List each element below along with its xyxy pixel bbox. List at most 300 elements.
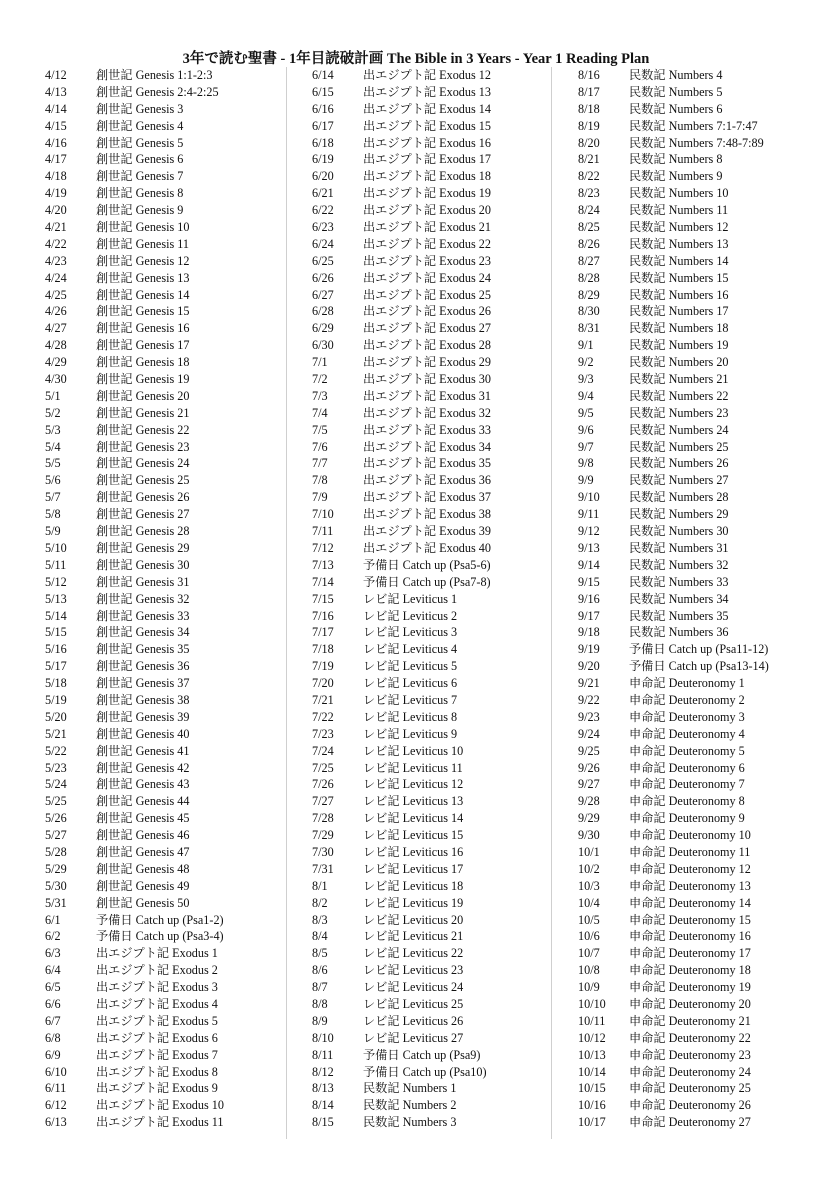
reading-date: 9/30 xyxy=(578,828,600,843)
reading-date: 7/8 xyxy=(312,473,328,488)
reading-date: 8/18 xyxy=(578,101,600,116)
reading-passage: 民数記 Numbers 13 xyxy=(629,236,729,251)
reading-date: 5/15 xyxy=(45,625,67,640)
reading-passage: 申命記 Deuteronomy 17 xyxy=(629,946,751,961)
reading-passage: 創世記 Genesis 43 xyxy=(96,777,190,792)
reading-date: 6/9 xyxy=(45,1047,61,1062)
reading-passage: 創世記 Genesis 14 xyxy=(96,287,190,302)
reading-passage: 創世記 Genesis 49 xyxy=(96,878,190,893)
reading-date: 7/9 xyxy=(312,490,328,505)
reading-date: 9/9 xyxy=(578,473,594,488)
reading-passage: 出エジプト記 Exodus 14 xyxy=(363,101,491,116)
reading-passage: 民数記 Numbers 27 xyxy=(629,473,729,488)
reading-passage: 出エジプト記 Exodus 13 xyxy=(363,84,491,99)
reading-passage: 創世記 Genesis 33 xyxy=(96,608,190,623)
reading-date: 8/22 xyxy=(578,169,600,184)
reading-passage: 申命記 Deuteronomy 19 xyxy=(629,980,751,995)
reading-date: 4/21 xyxy=(45,220,67,235)
reading-date: 7/19 xyxy=(312,659,334,674)
reading-passage: 民数記 Numbers 24 xyxy=(629,422,729,437)
reading-date: 7/16 xyxy=(312,608,334,623)
reading-date: 7/6 xyxy=(312,439,328,454)
reading-passage: 民数記 Numbers 35 xyxy=(629,608,729,623)
reading-passage: 民数記 Numbers 1 xyxy=(363,1081,457,1096)
reading-date: 4/30 xyxy=(45,372,67,387)
reading-passage: レビ記 Leviticus 15 xyxy=(363,828,464,843)
reading-passage: 創世記 Genesis 17 xyxy=(96,338,190,353)
reading-passage: 民数記 Numbers 21 xyxy=(629,372,729,387)
reading-date: 8/4 xyxy=(312,929,328,944)
reading-passage: 創世記 Genesis 18 xyxy=(96,355,190,370)
reading-passage: 創世記 Genesis 1:1-2:3 xyxy=(96,68,213,82)
reading-passage: 申命記 Deuteronomy 26 xyxy=(629,1098,751,1113)
reading-passage: レビ記 Leviticus 1 xyxy=(363,591,458,606)
reading-date: 5/8 xyxy=(45,507,61,522)
reading-date: 10/11 xyxy=(578,1013,606,1028)
reading-date: 5/6 xyxy=(45,473,61,488)
reading-passage: 創世記 Genesis 22 xyxy=(96,422,190,437)
reading-passage: 出エジプト記 Exodus 31 xyxy=(363,388,491,403)
reading-date: 6/19 xyxy=(312,152,334,167)
reading-passage: 創世記 Genesis 36 xyxy=(96,659,190,674)
reading-passage: 出エジプト記 Exodus 15 xyxy=(363,118,491,133)
reading-passage: レビ記 Leviticus 20 xyxy=(363,912,464,927)
reading-passage: 出エジプト記 Exodus 30 xyxy=(363,372,491,387)
reading-date: 9/10 xyxy=(578,490,600,505)
reading-passage: 申命記 Deuteronomy 8 xyxy=(629,794,745,809)
reading-date: 6/24 xyxy=(312,236,334,251)
reading-date: 4/25 xyxy=(45,287,67,302)
reading-passage: 出エジプト記 Exodus 28 xyxy=(363,338,491,353)
reading-date: 7/22 xyxy=(312,709,334,724)
reading-date: 10/2 xyxy=(578,861,600,876)
reading-date: 7/30 xyxy=(312,844,334,859)
column-divider xyxy=(286,67,287,1139)
reading-passage: 出エジプト記 Exodus 33 xyxy=(363,422,491,437)
reading-date: 8/11 xyxy=(312,1047,334,1062)
reading-passage: 民数記 Numbers 15 xyxy=(629,270,729,285)
reading-date: 8/9 xyxy=(312,1013,328,1028)
reading-date: 5/11 xyxy=(45,557,67,572)
reading-passage: 出エジプト記 Exodus 39 xyxy=(363,524,491,539)
reading-date: 5/16 xyxy=(45,642,67,657)
reading-date: 7/14 xyxy=(312,574,334,589)
reading-passage: 民数記 Numbers 29 xyxy=(629,507,729,522)
reading-passage: レビ記 Leviticus 25 xyxy=(363,996,464,1011)
reading-date: 7/18 xyxy=(312,642,334,657)
reading-date: 7/23 xyxy=(312,726,334,741)
reading-date: 9/16 xyxy=(578,591,600,606)
reading-passage: 出エジプト記 Exodus 27 xyxy=(363,321,491,336)
reading-passage: 申命記 Deuteronomy 21 xyxy=(629,1013,751,1028)
reading-passage: 申命記 Deuteronomy 27 xyxy=(629,1115,751,1130)
reading-date: 7/7 xyxy=(312,456,328,471)
reading-date: 10/8 xyxy=(578,963,600,978)
column-divider xyxy=(551,67,552,1139)
reading-date: 6/6 xyxy=(45,996,61,1011)
reading-date: 10/12 xyxy=(578,1030,606,1045)
reading-passage: 創世記 Genesis 40 xyxy=(96,726,190,741)
reading-passage: レビ記 Leviticus 6 xyxy=(363,676,458,691)
reading-passage: 申命記 Deuteronomy 25 xyxy=(629,1081,751,1096)
reading-date: 9/1 xyxy=(578,338,594,353)
reading-date: 4/18 xyxy=(45,169,67,184)
reading-passage: 創世記 Genesis 44 xyxy=(96,794,190,809)
reading-date: 8/2 xyxy=(312,895,328,910)
reading-passage: 民数記 Numbers 28 xyxy=(629,490,729,505)
reading-date: 5/4 xyxy=(45,439,61,454)
reading-passage: 創世記 Genesis 6 xyxy=(96,152,184,167)
reading-date: 8/12 xyxy=(312,1064,334,1079)
reading-passage: 申命記 Deuteronomy 11 xyxy=(629,844,751,859)
reading-passage: 出エジプト記 Exodus 7 xyxy=(96,1047,218,1062)
reading-date: 5/3 xyxy=(45,422,61,437)
reading-passage: レビ記 Leviticus 2 xyxy=(363,608,458,623)
reading-passage: 民数記 Numbers 36 xyxy=(629,625,729,640)
reading-date: 6/25 xyxy=(312,253,334,268)
reading-passage: 創世記 Genesis 29 xyxy=(96,540,190,555)
reading-date: 4/13 xyxy=(45,84,67,99)
reading-date: 8/25 xyxy=(578,220,600,235)
reading-passage: 出エジプト記 Exodus 8 xyxy=(96,1064,218,1079)
reading-passage: 創世記 Genesis 4 xyxy=(96,118,184,133)
reading-date: 8/31 xyxy=(578,321,600,336)
page-title: 3年で読む聖書 - 1年目読破計画 The Bible in 3 Years - Year 1 Reading Plan xyxy=(182,51,650,67)
reading-date: 10/3 xyxy=(578,878,600,893)
reading-passage: 申命記 Deuteronomy 13 xyxy=(629,878,751,893)
reading-passage: 予備日 Catch up (Psa9) xyxy=(363,1047,481,1062)
reading-passage: 出エジプト記 Exodus 4 xyxy=(96,996,218,1011)
reading-date: 5/2 xyxy=(45,405,61,420)
reading-date: 9/27 xyxy=(578,777,600,792)
reading-date: 5/29 xyxy=(45,861,67,876)
reading-passage: 申命記 Deuteronomy 20 xyxy=(629,996,751,1011)
reading-date: 8/15 xyxy=(312,1115,334,1130)
reading-passage: 民数記 Numbers 7:48-7:89 xyxy=(629,135,764,150)
reading-passage: 出エジプト記 Exodus 23 xyxy=(363,253,491,268)
reading-date: 8/28 xyxy=(578,270,600,285)
reading-passage: 出エジプト記 Exodus 32 xyxy=(363,405,491,420)
reading-passage: 創世記 Genesis 12 xyxy=(96,253,190,268)
reading-passage: 創世記 Genesis 24 xyxy=(96,456,190,471)
reading-passage: 創世記 Genesis 13 xyxy=(96,270,190,285)
reading-date: 10/4 xyxy=(578,895,600,910)
reading-date: 9/29 xyxy=(578,811,600,826)
reading-passage: 創世記 Genesis 35 xyxy=(96,642,190,657)
reading-date: 6/15 xyxy=(312,84,334,99)
reading-passage: 民数記 Numbers 3 xyxy=(363,1115,457,1130)
reading-date: 10/17 xyxy=(578,1115,606,1130)
reading-date: 9/7 xyxy=(578,439,594,454)
reading-passage: 創世記 Genesis 25 xyxy=(96,473,190,488)
reading-date: 6/1 xyxy=(45,912,61,927)
reading-date: 9/25 xyxy=(578,743,600,758)
reading-passage: 予備日 Catch up (Psa5-6) xyxy=(363,557,491,572)
reading-passage: 出エジプト記 Exodus 34 xyxy=(363,439,491,454)
reading-date: 4/28 xyxy=(45,338,67,353)
reading-passage: レビ記 Leviticus 23 xyxy=(363,963,464,978)
reading-passage: 民数記 Numbers 9 xyxy=(629,169,723,184)
reading-passage: 申命記 Deuteronomy 23 xyxy=(629,1047,751,1062)
reading-passage: 出エジプト記 Exodus 24 xyxy=(363,270,491,285)
reading-passage: レビ記 Leviticus 14 xyxy=(363,811,464,826)
reading-date: 7/15 xyxy=(312,591,334,606)
reading-passage: 創世記 Genesis 15 xyxy=(96,304,190,319)
reading-passage: 出エジプト記 Exodus 19 xyxy=(363,186,491,201)
reading-passage: 申命記 Deuteronomy 16 xyxy=(629,929,751,944)
reading-date: 8/14 xyxy=(312,1098,334,1113)
reading-passage: 出エジプト記 Exodus 6 xyxy=(96,1030,218,1045)
reading-date: 4/19 xyxy=(45,186,67,201)
reading-passage: 予備日 Catch up (Psa3-4) xyxy=(96,929,224,944)
reading-date: 6/22 xyxy=(312,203,334,218)
reading-passage: 民数記 Numbers 10 xyxy=(629,186,729,201)
reading-passage: 民数記 Numbers 2 xyxy=(363,1098,457,1113)
reading-passage: 民数記 Numbers 33 xyxy=(629,574,729,589)
reading-date: 6/20 xyxy=(312,169,334,184)
reading-date: 9/20 xyxy=(578,659,600,674)
reading-passage: 創世記 Genesis 9 xyxy=(96,203,184,218)
reading-passage: 申命記 Deuteronomy 22 xyxy=(629,1030,751,1045)
reading-date: 6/8 xyxy=(45,1030,61,1045)
reading-date: 5/18 xyxy=(45,676,67,691)
reading-date: 4/27 xyxy=(45,321,67,336)
reading-passage: 出エジプト記 Exodus 29 xyxy=(363,355,491,370)
reading-passage: 創世記 Genesis 39 xyxy=(96,709,190,724)
reading-date: 6/21 xyxy=(312,186,334,201)
reading-passage: 民数記 Numbers 11 xyxy=(629,203,729,218)
reading-passage: 創世記 Genesis 20 xyxy=(96,388,190,403)
reading-date: 5/27 xyxy=(45,828,67,843)
reading-date: 7/11 xyxy=(312,524,334,539)
reading-date: 9/2 xyxy=(578,355,594,370)
reading-passage: 創世記 Genesis 16 xyxy=(96,321,190,336)
reading-passage: 出エジプト記 Exodus 25 xyxy=(363,287,491,302)
reading-passage: 申命記 Deuteronomy 6 xyxy=(629,760,745,775)
reading-date: 10/10 xyxy=(578,996,606,1011)
reading-passage: レビ記 Leviticus 19 xyxy=(363,895,464,910)
reading-date: 9/19 xyxy=(578,642,600,657)
reading-date: 9/15 xyxy=(578,574,600,589)
reading-date: 7/21 xyxy=(312,692,334,707)
reading-passage: 創世記 Genesis 5 xyxy=(96,135,184,150)
reading-passage: 出エジプト記 Exodus 35 xyxy=(363,456,491,471)
reading-date: 5/20 xyxy=(45,709,67,724)
reading-date: 6/10 xyxy=(45,1064,67,1079)
reading-date: 5/21 xyxy=(45,726,67,741)
reading-passage: 民数記 Numbers 19 xyxy=(629,338,729,353)
reading-date: 7/13 xyxy=(312,557,334,572)
reading-passage: 創世記 Genesis 31 xyxy=(96,574,190,589)
reading-passage: 予備日 Catch up (Psa7-8) xyxy=(363,574,491,589)
reading-date: 6/2 xyxy=(45,929,61,944)
reading-passage: 創世記 Genesis 42 xyxy=(96,760,190,775)
reading-date: 6/16 xyxy=(312,101,334,116)
reading-date: 5/12 xyxy=(45,574,67,589)
reading-date: 4/22 xyxy=(45,236,67,251)
reading-date: 9/11 xyxy=(578,507,600,522)
reading-date: 6/3 xyxy=(45,946,61,961)
reading-date: 6/12 xyxy=(45,1098,67,1113)
reading-passage: 民数記 Numbers 31 xyxy=(629,540,729,555)
reading-date: 4/16 xyxy=(45,135,67,150)
reading-passage: 出エジプト記 Exodus 17 xyxy=(363,152,491,167)
reading-date: 6/7 xyxy=(45,1013,61,1028)
reading-date: 8/27 xyxy=(578,253,600,268)
reading-passage: 出エジプト記 Exodus 38 xyxy=(363,507,491,522)
reading-date: 8/21 xyxy=(578,152,600,167)
reading-date: 5/14 xyxy=(45,608,67,623)
reading-passage: 創世記 Genesis 8 xyxy=(96,186,184,201)
reading-passage: 出エジプト記 Exodus 5 xyxy=(96,1013,218,1028)
reading-date: 6/5 xyxy=(45,980,61,995)
reading-passage: 創世記 Genesis 7 xyxy=(96,169,184,184)
reading-date: 5/1 xyxy=(45,388,61,403)
reading-passage: レビ記 Leviticus 22 xyxy=(363,946,464,961)
reading-passage: 出エジプト記 Exodus 2 xyxy=(96,963,218,978)
reading-passage: 創世記 Genesis 47 xyxy=(96,844,190,859)
reading-passage: 予備日 Catch up (Psa13-14) xyxy=(629,659,769,674)
reading-date: 6/23 xyxy=(312,220,334,235)
reading-passage: レビ記 Leviticus 5 xyxy=(363,659,458,674)
reading-passage: レビ記 Leviticus 27 xyxy=(363,1030,464,1045)
reading-date: 7/28 xyxy=(312,811,334,826)
reading-passage: 民数記 Numbers 20 xyxy=(629,355,729,370)
reading-passage: 出エジプト記 Exodus 11 xyxy=(96,1115,224,1130)
reading-date: 7/3 xyxy=(312,388,328,403)
reading-passage: 申命記 Deuteronomy 24 xyxy=(629,1064,751,1079)
reading-date: 7/27 xyxy=(312,794,334,809)
reading-passage: 民数記 Numbers 14 xyxy=(629,253,729,268)
reading-date: 9/17 xyxy=(578,608,600,623)
reading-date: 6/14 xyxy=(312,68,334,82)
reading-passage: 出エジプト記 Exodus 10 xyxy=(96,1098,224,1113)
reading-date: 8/23 xyxy=(578,186,600,201)
reading-date: 5/25 xyxy=(45,794,67,809)
reading-passage: 創世記 Genesis 21 xyxy=(96,405,190,420)
reading-passage: レビ記 Leviticus 12 xyxy=(363,777,464,792)
reading-date: 5/28 xyxy=(45,844,67,859)
reading-passage: 創世記 Genesis 37 xyxy=(96,676,190,691)
reading-date: 9/23 xyxy=(578,709,600,724)
reading-date: 10/14 xyxy=(578,1064,606,1079)
reading-passage: レビ記 Leviticus 9 xyxy=(363,726,458,741)
reading-passage: 出エジプト記 Exodus 12 xyxy=(363,68,491,82)
reading-date: 6/30 xyxy=(312,338,334,353)
reading-passage: 予備日 Catch up (Psa11-12) xyxy=(629,642,769,657)
reading-date: 8/29 xyxy=(578,287,600,302)
reading-passage: 民数記 Numbers 17 xyxy=(629,304,729,319)
reading-passage: 創世記 Genesis 27 xyxy=(96,507,190,522)
reading-date: 4/24 xyxy=(45,270,67,285)
reading-date: 10/13 xyxy=(578,1047,606,1062)
reading-passage: 申命記 Deuteronomy 7 xyxy=(629,777,745,792)
reading-date: 10/16 xyxy=(578,1098,606,1113)
reading-passage: 民数記 Numbers 6 xyxy=(629,101,723,116)
reading-date: 5/30 xyxy=(45,878,67,893)
reading-date: 9/6 xyxy=(578,422,594,437)
reading-passage: 創世記 Genesis 19 xyxy=(96,372,190,387)
reading-passage: 民数記 Numbers 12 xyxy=(629,220,729,235)
reading-passage: 出エジプト記 Exodus 22 xyxy=(363,236,491,251)
reading-date: 10/6 xyxy=(578,929,600,944)
reading-passage: 民数記 Numbers 32 xyxy=(629,557,729,572)
reading-date: 5/23 xyxy=(45,760,67,775)
reading-passage: 申命記 Deuteronomy 2 xyxy=(629,692,745,707)
reading-passage: 民数記 Numbers 25 xyxy=(629,439,729,454)
reading-date: 6/13 xyxy=(45,1115,67,1130)
reading-date: 9/26 xyxy=(578,760,600,775)
reading-passage: レビ記 Leviticus 26 xyxy=(363,1013,464,1028)
reading-date: 8/8 xyxy=(312,996,328,1011)
reading-date: 8/6 xyxy=(312,963,328,978)
reading-passage: 創世記 Genesis 50 xyxy=(96,895,190,910)
reading-date: 10/1 xyxy=(578,844,600,859)
reading-date: 7/24 xyxy=(312,743,334,758)
reading-date: 7/10 xyxy=(312,507,334,522)
reading-date: 8/30 xyxy=(578,304,600,319)
reading-date: 10/9 xyxy=(578,980,600,995)
reading-date: 7/17 xyxy=(312,625,334,640)
reading-passage: 民数記 Numbers 18 xyxy=(629,321,729,336)
reading-passage: 民数記 Numbers 5 xyxy=(629,84,723,99)
reading-date: 8/16 xyxy=(578,68,600,82)
reading-passage: 申命記 Deuteronomy 3 xyxy=(629,709,745,724)
reading-date: 7/25 xyxy=(312,760,334,775)
reading-date: 8/10 xyxy=(312,1030,334,1045)
reading-passage: レビ記 Leviticus 7 xyxy=(363,692,458,707)
reading-date: 4/23 xyxy=(45,253,67,268)
reading-passage: 創世記 Genesis 26 xyxy=(96,490,190,505)
reading-date: 9/13 xyxy=(578,540,600,555)
reading-date: 8/5 xyxy=(312,946,328,961)
reading-passage: 創世記 Genesis 46 xyxy=(96,828,190,843)
reading-date: 7/26 xyxy=(312,777,334,792)
reading-date: 9/28 xyxy=(578,794,600,809)
reading-passage: レビ記 Leviticus 16 xyxy=(363,844,464,859)
reading-date: 9/5 xyxy=(578,405,594,420)
reading-passage: 出エジプト記 Exodus 9 xyxy=(96,1081,218,1096)
reading-date: 7/4 xyxy=(312,405,328,420)
reading-date: 9/24 xyxy=(578,726,600,741)
reading-date: 10/7 xyxy=(578,946,600,961)
reading-passage: レビ記 Leviticus 21 xyxy=(363,929,464,944)
reading-date: 4/26 xyxy=(45,304,67,319)
reading-date: 5/22 xyxy=(45,743,67,758)
reading-date: 7/31 xyxy=(312,861,334,876)
reading-passage: 民数記 Numbers 7:1-7:47 xyxy=(629,118,758,133)
reading-date: 4/20 xyxy=(45,203,67,218)
reading-passage: 申命記 Deuteronomy 5 xyxy=(629,743,745,758)
reading-passage: 申命記 Deuteronomy 12 xyxy=(629,861,751,876)
reading-date: 6/17 xyxy=(312,118,334,133)
reading-date: 4/14 xyxy=(45,101,67,116)
reading-passage: 申命記 Deuteronomy 4 xyxy=(629,726,745,741)
reading-date: 6/29 xyxy=(312,321,334,336)
reading-passage: 出エジプト記 Exodus 40 xyxy=(363,540,491,555)
reading-passage: 創世記 Genesis 11 xyxy=(96,236,189,251)
reading-passage: 出エジプト記 Exodus 36 xyxy=(363,473,491,488)
reading-passage: 創世記 Genesis 34 xyxy=(96,625,190,640)
reading-date: 6/11 xyxy=(45,1081,67,1096)
reading-date: 8/1 xyxy=(312,878,328,893)
reading-date: 5/19 xyxy=(45,692,67,707)
reading-passage: レビ記 Leviticus 10 xyxy=(363,743,464,758)
reading-passage: 創世記 Genesis 45 xyxy=(96,811,190,826)
reading-date: 7/20 xyxy=(312,676,334,691)
reading-passage: 創世記 Genesis 2:4-2:25 xyxy=(96,84,219,99)
reading-date: 9/4 xyxy=(578,388,594,403)
